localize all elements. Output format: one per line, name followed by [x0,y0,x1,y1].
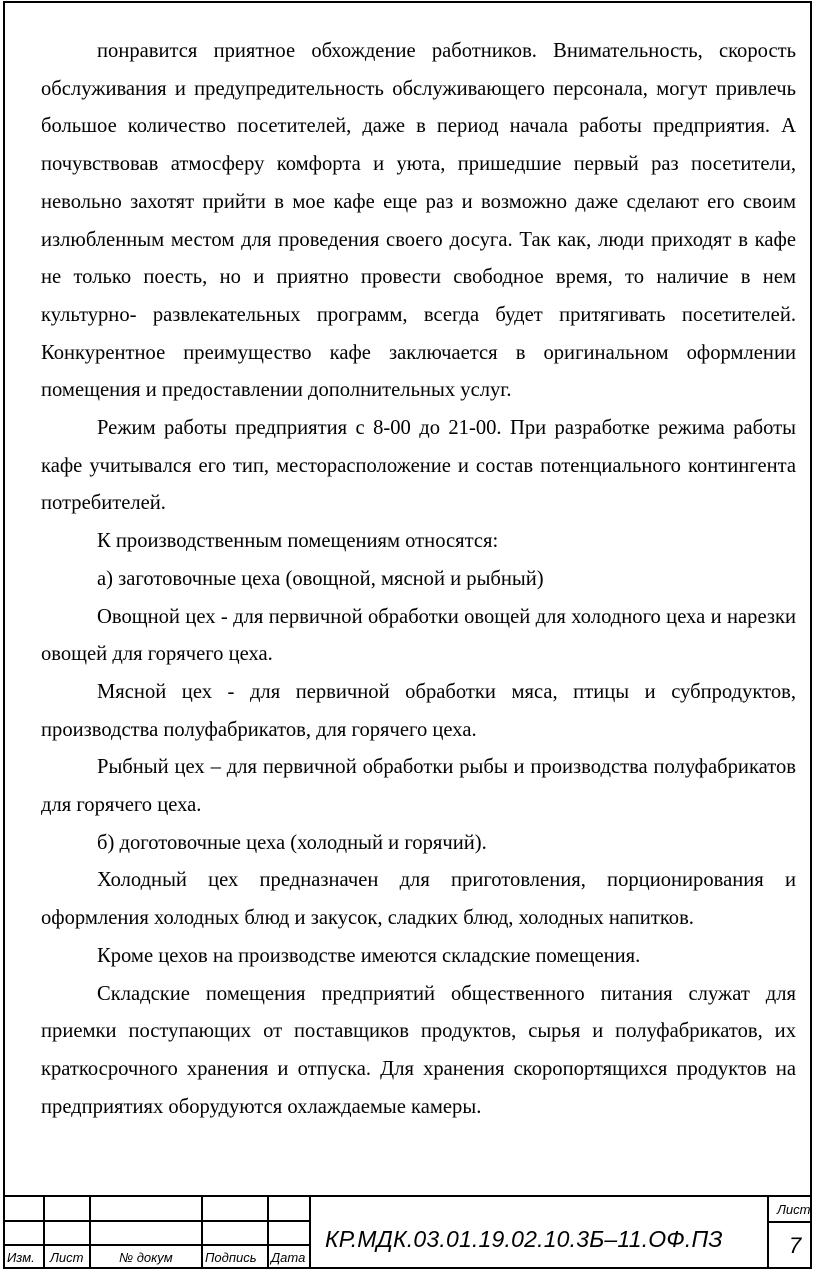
title-block [3,1195,812,1269]
sheet-label: Лист [777,1202,811,1217]
paragraph-7: Рыбный цех – для первичной обработки рыбы и производства полуфабрикатов для горячего цеха. [41,756,796,817]
paragraph-9: Холодный цех предназначен для приготовления, порционирования и оформления холодных блюд и закусок, сладких блюд, холодных напитков. [41,869,796,930]
column-label-doc: № докум [119,1250,173,1265]
paragraph-2: Режим работы предприятия с 8-00 до 21-00. При разработке режима работы кафе учитывался его тип, месторасположение и состав потенциального контингента потребителей. [41,417,796,515]
paragraph-10: Кроме цехов на производстве имеются складские помещения. [97,944,641,967]
sheet-cell-line [768,1221,812,1223]
paragraph-8: б) доготовочные цеха (холодный и горячий). [97,831,487,854]
title-block-divider [309,1197,311,1269]
column-label-list: Лист [50,1250,84,1265]
paragraph-1: понравится приятное обхождение работников. Внимательность, скорость обслуживания и предупредительность обслуживающего персонала, могут привлечь большое количество посетителей, даже в период начала работы предприятия. А почувствовав атмосферу комфорта и уюта, пришедшие первый раз посетители, невольно захотят прийти в мое кафе еще раз и возможно даже сделают его своим излюбленным местом для проведения своего досуга. Так как, люди приходят в кафе не только поесть, но и приятно провести свободное время, то наличие в нем культурно- развлекательных программ, всегда будет притягивать посетителей. Конкурентное преимущество кафе заключается в оригинальном оформлении помещения и предоставлении дополнительных услуг. [41,40,796,402]
document-body [41,33,796,1126]
title-block-divider [767,1197,769,1269]
paragraph-11: Складские помещения предприятий общественного питания служат для приемки поступающих от поставщиков продуктов, сырья и полуфабрикатов, их краткосрочного хранения и отпуска. Для хранения скоропортящихся продуктов на предприятиях оборудуются охлаждаемые камеры. [41,982,796,1118]
column-label-date: Дата [271,1250,306,1265]
paragraph-3: К производственным помещениям относятся: [97,530,499,553]
title-block-divider [89,1197,91,1269]
paragraph-5: Овощной цех - для первичной обработки овощей для холодного цеха и нарезки овощей для горячего цеха. [41,605,796,666]
title-block-divider [43,1197,45,1269]
sheet-number: 7 [789,1233,802,1258]
title-block-divider [267,1197,269,1269]
title-block-row-line [3,1220,310,1222]
column-label-izm: Изм. [7,1250,35,1265]
title-block-divider [201,1197,203,1269]
document-code: КР.МДК.03.01.19.02.10.3Б–11.ОФ.ПЗ [325,1226,723,1252]
title-block-row-line [3,1244,310,1246]
paragraph-6: Мясной цех - для первичной обработки мяса, птицы и субпродуктов, производства полуфабрикатов, для горячего цеха. [41,680,796,741]
paragraph-4: а) заготовочные цеха (овощной, мясной и рыбный) [97,567,544,590]
column-label-sign: Подпись [205,1250,257,1265]
